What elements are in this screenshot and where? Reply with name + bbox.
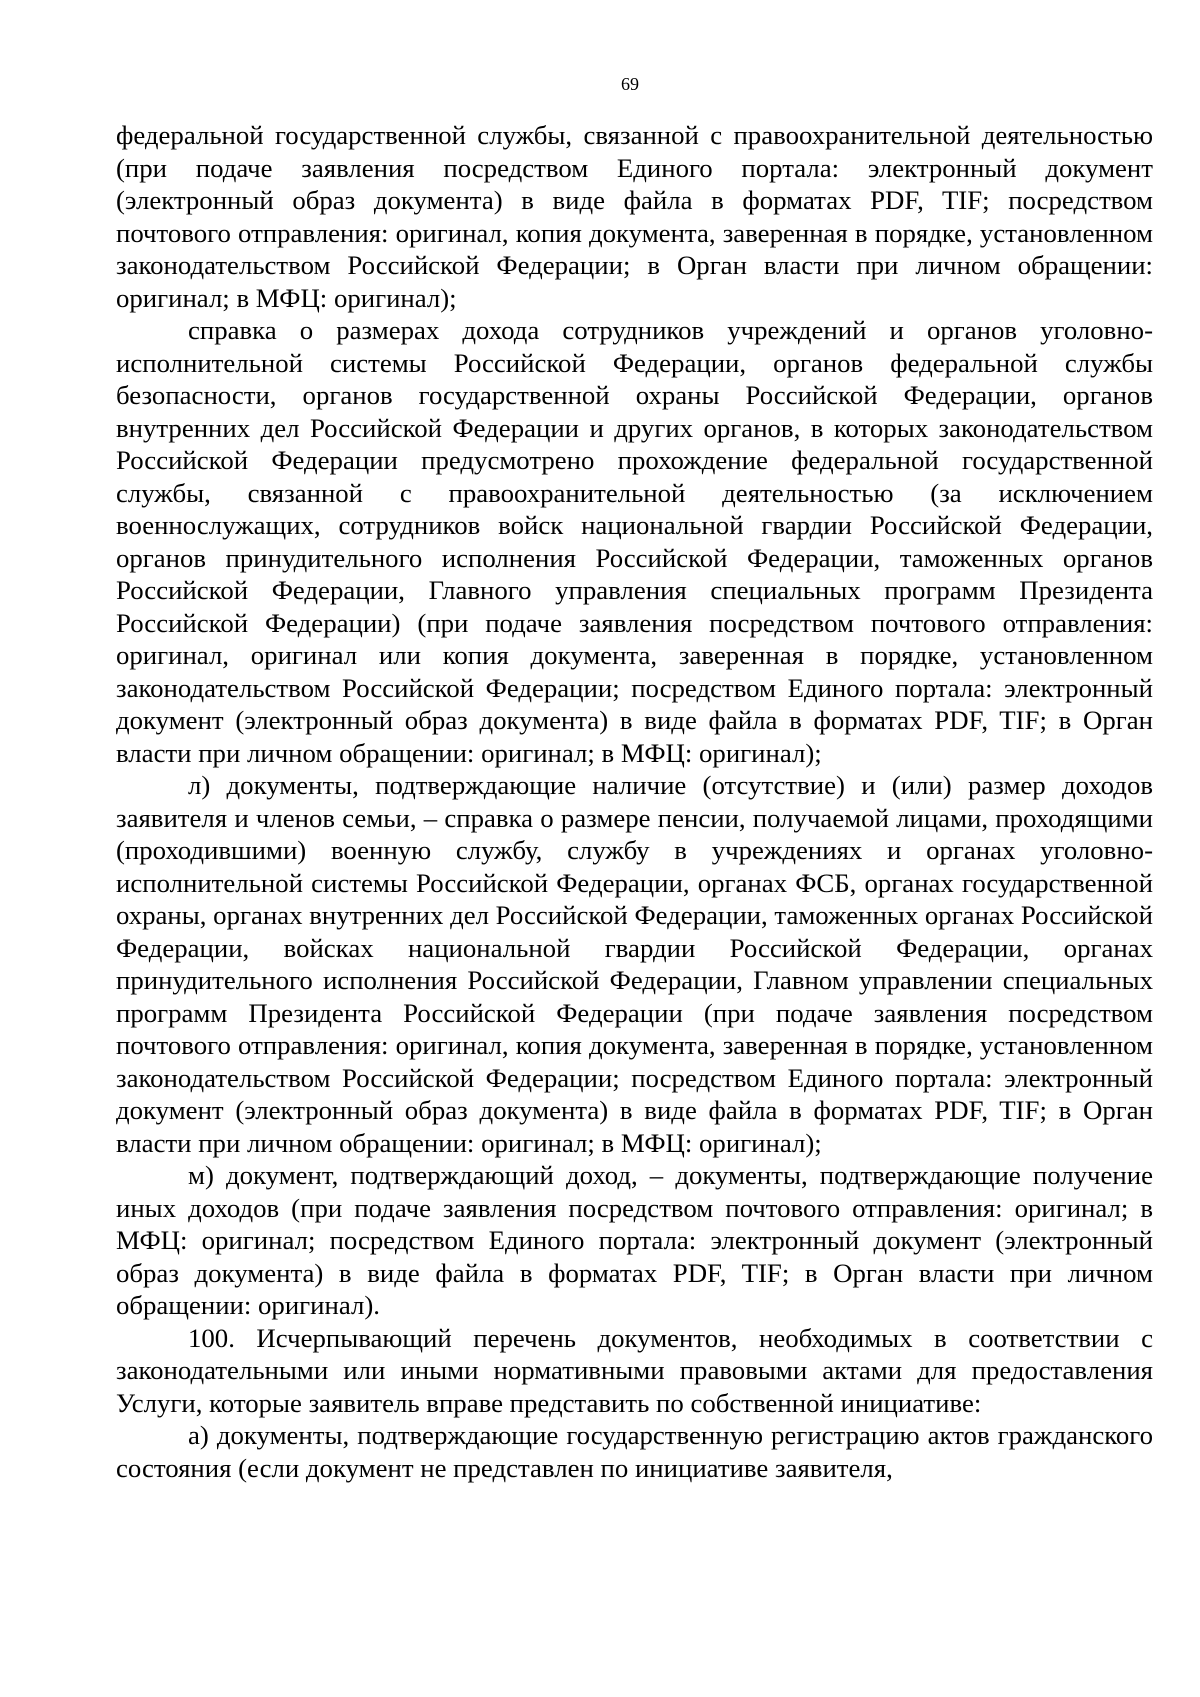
paragraph-item-100: 100. Исчерпывающий перечень документов, необходимых в соответствии с законодательными или иными нормативными правовыми актами для предоставления Услуги, которые заявитель вправе представить по собственной инициативе: xyxy=(116,1322,1153,1418)
document-body xyxy=(116,119,1153,1484)
page-number: 69 xyxy=(621,74,639,94)
paragraph-item-m: м) документ, подтверждающий доход, – документы, подтверждающие получение иных доходов (при подаче заявления посредством почтового отправления: оригинал; в МФЦ: оригинал; посредством Единого портала: электронный документ (электронный образ документа) в виде файла в форматах PDF, TIF; в Орган власти при личном обращении: оригинал). xyxy=(116,1160,1153,1320)
paragraph-continuation: федеральной государственной службы, связанной с правоохранительной деятельностью (при подаче заявления посредством Единого портала: электронный документ (электронный образ документа) в виде файла в форматах PDF, TIF; посредством почтового отправления: оригинал, копия документа, заверенная в порядке, установленном законодательством Российской Федерации; в Орган власти при личном обращении: оригинал; в МФЦ: оригинал); xyxy=(116,120,1153,313)
paragraph-item-a: а) документы, подтверждающие государственную регистрацию актов гражданского состояния (если документ не представлен по инициативе заявителя, xyxy=(116,1420,1153,1483)
paragraph-item-l: л) документы, подтверждающие наличие (отсутствие) и (или) размер доходов заявителя и членов семьи, – справка о размере пенсии, получаемой лицами, проходящими (проходившими) военную службу, службу в учреждениях и органах уголовно-исполнительной системы Российской Федерации, органах ФСБ, органах государственной охраны, органах внутренних дел Российской Федерации, таможенных органах Российской Федерации, войсках национальной гвардии Российской Федерации, органах принудительного исполнения Российской Федерации, Главном управлении специальных программ Президента Российской Федерации (при подаче заявления посредством почтового отправления: оригинал, копия документа, заверенная в порядке, установленном законодательством Российской Федерации; посредством Единого портала: электронный документ (электронный образ документа) в виде файла в форматах PDF, TIF; в Орган власти при личном обращении: оригинал; в МФЦ: оригинал); xyxy=(116,770,1153,1158)
paragraph-income-certificate: справка о размерах дохода сотрудников учреждений и органов уголовно-исполнительной системы Российской Федерации, органов федеральной службы безопасности, органов государственной охраны Российской Федерации, органов внутренних дел Российской Федерации и других органов, в которых законодательством Российской Федерации предусмотрено прохождение федеральной государственной службы, связанной с правоохранительной деятельностью (за исключением военнослужащих, сотрудников войск национальной гвардии Российской Федерации, органов принудительного исполнения Российской Федерации, таможенных органов Российской Федерации, Главного управления специальных программ Президента Российской Федерации) (при подаче заявления посредством почтового отправления: оригинал, оригинал или копия документа, заверенная в порядке, установленном законодательством Российской Федерации; посредством Единого портала: электронный документ (электронный образ документа) в виде файла в форматах PDF, TIF; в Орган власти при личном обращении: оригинал; в МФЦ: оригинал); xyxy=(116,315,1153,768)
